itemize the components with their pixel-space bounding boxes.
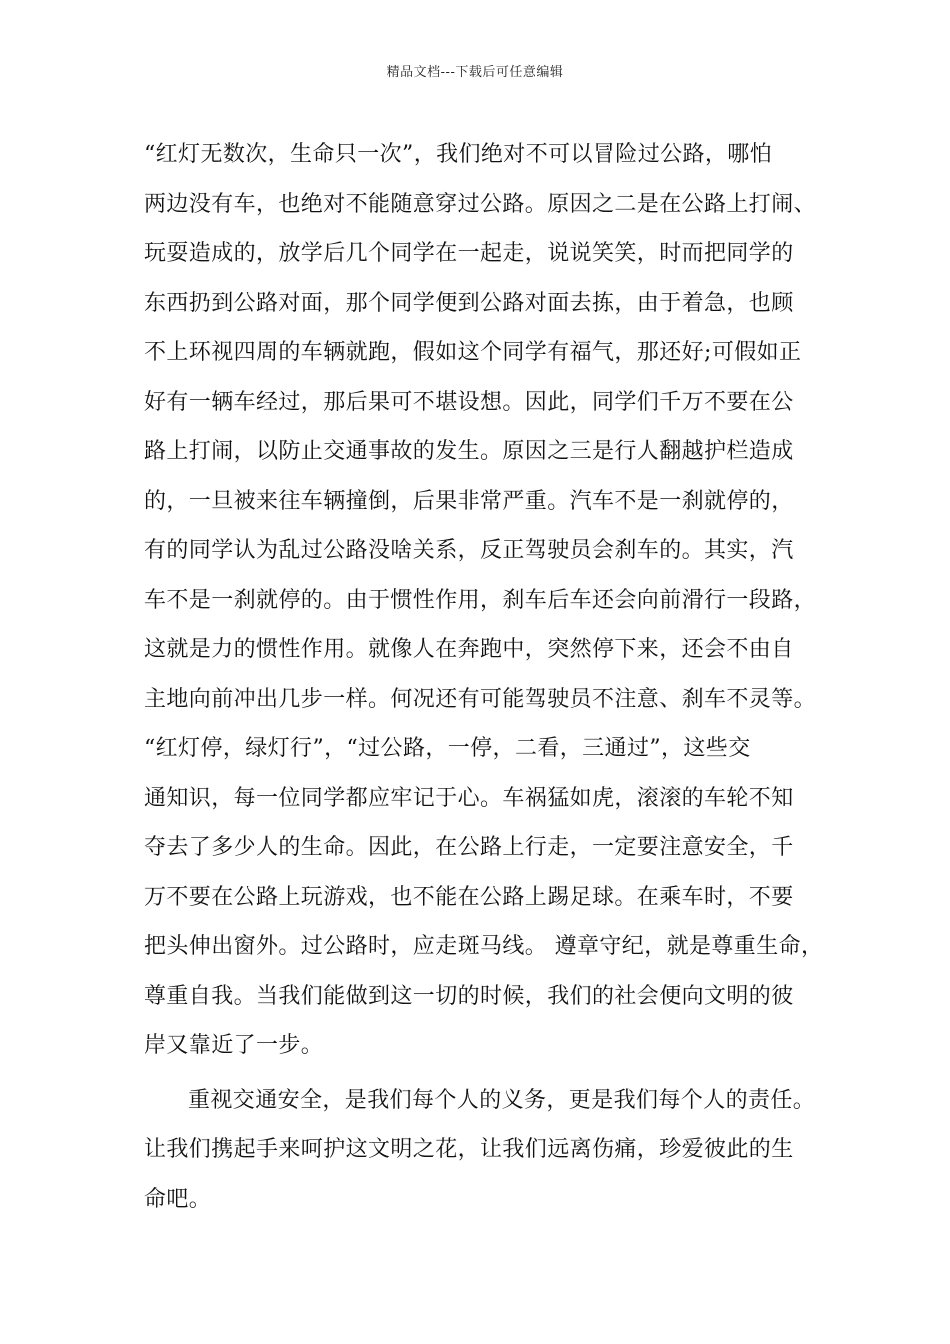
paragraph-1 bbox=[144, 130, 824, 1071]
text-line: 这就是力的惯性作用。就像人在奔跑中，突然停下来，还会不由自 bbox=[144, 637, 794, 662]
text-line: 不上环视四周的车辆就跑，假如这个同学有福气，那还好;可假如正 bbox=[144, 340, 802, 365]
page-header: 精品文档---下载后可任意编辑 bbox=[386, 65, 564, 80]
text-line: 万不要在公路上玩游戏，也不能在公路上踢足球。在乘车时，不要 bbox=[144, 884, 794, 910]
text-line: 有的同学认为乱过公路没啥关系，反正驾驶员会刹车的。其实，汽 bbox=[144, 538, 794, 563]
text-line: 好有一辆车经过，那后果可不堪设想。因此，同学们千万不要在公 bbox=[144, 389, 794, 415]
text-line: 两边没有车，也绝对不能随意穿过公路。原因之二是在公路上打闹、 bbox=[144, 191, 817, 217]
text-line: 让我们携起手来呵护这文明之花，让我们远离伤痛，珍爱彼此的生 bbox=[144, 1137, 794, 1162]
text-line: 命吧。 bbox=[144, 1186, 212, 1212]
text-line: 车不是一刹就停的。由于惯性作用，刹车后车还会向前滑行一段路， bbox=[144, 587, 817, 613]
text-line: 夺去了多少人的生命。因此，在公路上行走，一定要注意安全，千 bbox=[144, 835, 794, 860]
text-line: 路上打闹，以防止交通事故的发生。原因之三是行人翻越护栏造成 bbox=[144, 439, 794, 464]
text-line: 通知识，每一位同学都应牢记于心。车祸猛如虎，滚滚的车轮不知 bbox=[144, 785, 794, 811]
text-line: “红灯无数次，生命只一次”，我们绝对不可以冒险过公路，哪怕 bbox=[144, 142, 773, 167]
paragraph-2 bbox=[144, 1076, 824, 1225]
text-line: 东西扔到公路对面，那个同学便到公路对面去拣，由于着急，也顾 bbox=[144, 290, 794, 316]
text-line: 的，一旦被来往车辆撞倒，后果非常严重。汽车不是一刹就停的， bbox=[144, 488, 794, 514]
text-line: 重视交通安全，是我们每个人的义务，更是我们每个人的责任。 bbox=[188, 1087, 816, 1113]
text-line: 尊重自我。当我们能做到这一切的时候，我们的社会便向文明的彼 bbox=[144, 983, 794, 1009]
body-text bbox=[144, 130, 824, 1224]
text-line: 主地向前冲出几步一样。何况还有可能驾驶员不注意、刹车不灵等。 bbox=[144, 686, 817, 712]
text-line: 岸又靠近了一步。 bbox=[144, 1033, 324, 1058]
text-line: 玩耍造成的，放学后几个同学在一起走，说说笑笑，时而把同学的 bbox=[144, 241, 794, 266]
text-line: 把头伸出窗外。过公路时，应走斑马线。 遵章守纪，就是尊重生命， bbox=[144, 934, 824, 959]
text-line: “红灯停，绿灯行”，“过公路，一停，二看，三通过”，这些交 bbox=[144, 736, 751, 761]
